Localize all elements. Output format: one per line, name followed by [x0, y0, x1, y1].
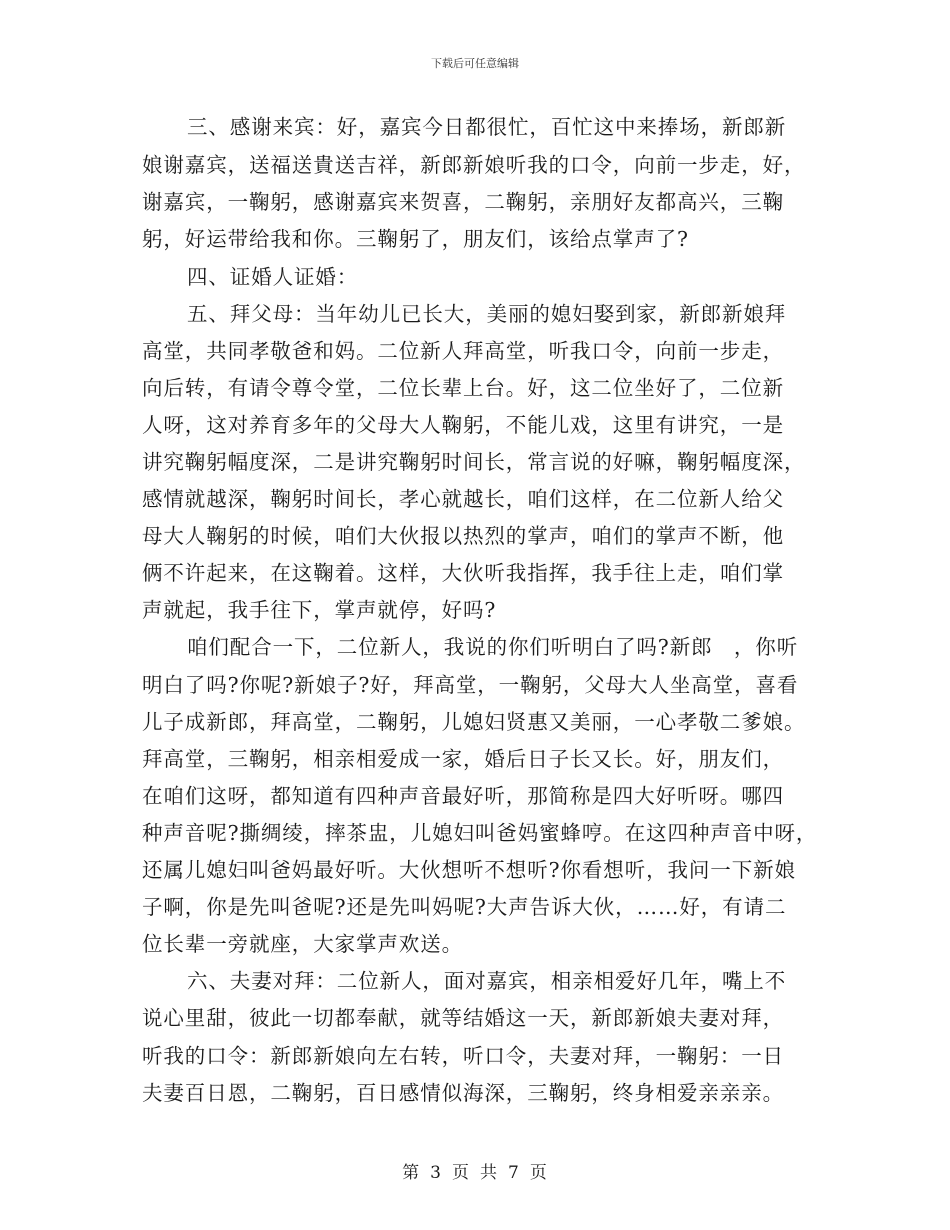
text-line: 四、证婚人证婚： — [187, 265, 359, 289]
text-line: 讲究鞠躬幅度深，二是讲究鞠躬时间长，常言说的好嘛，鞠躬幅度深， — [142, 450, 806, 474]
text-line: 感情就越深，鞠躬时间长，孝心就越长，咱们这样，在二位新人给父 — [142, 487, 784, 511]
text-line: 儿子成新郎，拜高堂，二鞠躬，儿媳妇贤惠又美丽，一心孝敬二爹娘。 — [142, 710, 806, 734]
text-line: 在咱们这呀，都知道有四种声音最好听，那简称是四大好听呀。哪四 — [142, 784, 784, 808]
footer-ye: 页 — [452, 1163, 470, 1183]
text-line: 向后转，有请令尊令堂，二位长辈上台。好，这二位坐好了，二位新 — [142, 376, 784, 400]
text-line: 躬，好运带给我和你。三鞠躬了，朋友们，该给点掌声了? — [142, 227, 689, 251]
page-footer — [0, 1158, 950, 1183]
text-line: 母大人鞠躬的时候，咱们大伙报以热烈的掌声，咱们的掌声不断，他 — [142, 524, 784, 548]
text-line: 俩不许起来，在这鞠着。这样，大伙听我指挥，我手往上走，咱们掌 — [142, 561, 784, 585]
text-line: 声就起，我手往下，掌声就停，好吗? — [142, 598, 497, 622]
text-line: 咱们配合一下，二位新人，我说的你们听明白了吗?新郎 ，你听 — [187, 635, 799, 659]
text-line: 说心里甜，彼此一切都奉献，就等结婚这一天，新郎新娘夫妻对拜， — [142, 1006, 784, 1030]
page-header: 下载后可任意编辑 — [431, 57, 519, 70]
text-line: 谢嘉宾，一鞠躬，感谢嘉宾来贺喜，二鞠躬，亲朋好友都高兴，三鞠 — [142, 190, 784, 214]
footer-di: 第 — [402, 1163, 421, 1183]
total-pages: 7 — [508, 1163, 520, 1183]
text-line: 夫妻百日恩，二鞠躬，百日感情似海深，三鞠躬，终身相爱亲亲亲。 — [142, 1081, 784, 1105]
text-line: 听我的口令：新郎新娘向左右转，听口令，夫妻对拜，一鞠躬：一日 — [142, 1044, 784, 1068]
text-line: 位长辈一旁就座，大家掌声欢送。 — [142, 932, 463, 956]
footer-ye-end: 页 — [529, 1163, 548, 1183]
text-line: 子啊，你是先叫爸呢?还是先叫妈呢?大声告诉大伙，……好，有请二 — [142, 895, 787, 919]
text-line: 明白了吗?你呢?新娘子?好，拜高堂，一鞠躬，父母大人坐高堂，喜看 — [142, 673, 799, 697]
text-line: 人呀，这对养育多年的父母大人鞠躬，不能儿戏，这里有讲究，一是 — [142, 413, 784, 437]
text-line: 拜高堂，三鞠躬，相亲相爱成一家，婚后日子长又长。好，朋友们， — [142, 747, 784, 771]
text-line: 还属儿媳妇叫爸妈最好听。大伙想听不想听?你看想听，我问一下新娘 — [142, 858, 796, 882]
page-number: 3 — [430, 1163, 442, 1183]
footer-gong: 共 — [480, 1163, 498, 1183]
text-line: 高堂，共同孝敬爸和妈。二位新人拜高堂，听我口令，向前一步走， — [142, 339, 784, 363]
text-line: 五、拜父母：当年幼儿已长大，美丽的媳妇娶到家，新郎新娘拜 — [187, 302, 787, 326]
text-line: 种声音呢?撕绸绫，摔茶盅，儿媳妇叫爸妈蜜蜂哼。在这四种声音中呀， — [142, 821, 818, 845]
text-line: 娘谢嘉宾，送福送貴送吉祥，新郎新娘听我的口令，向前一步走，好， — [142, 153, 806, 177]
text-line: 六、夫妻对拜：二位新人，面对嘉宾，相亲相爱好几年，嘴上不 — [187, 969, 787, 993]
text-line: 三、感谢来宾：好，嘉宾今日都很忙，百忙这中来捧场，新郎新 — [187, 115, 787, 139]
